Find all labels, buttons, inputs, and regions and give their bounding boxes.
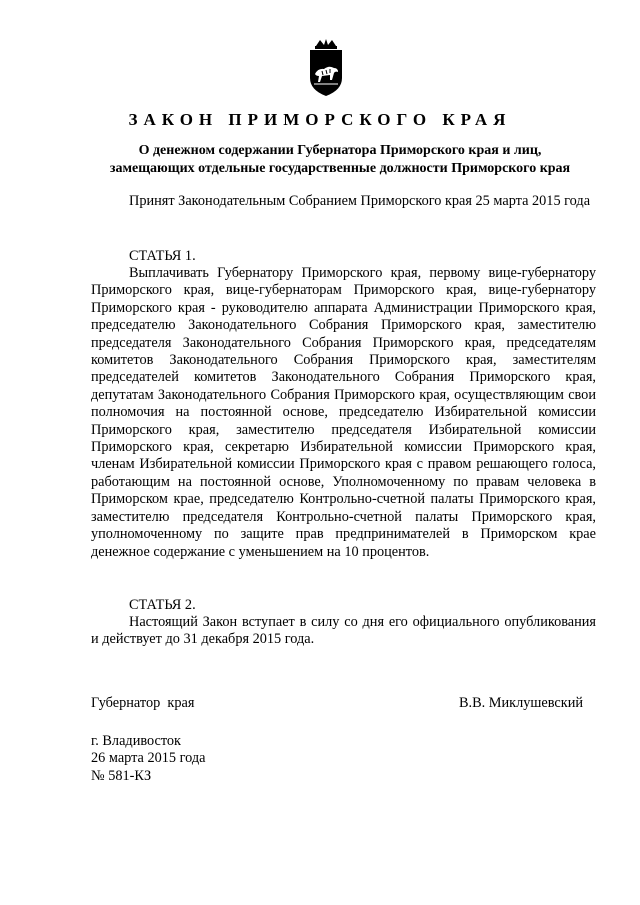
article-2-heading: СТАТЬЯ 2. xyxy=(129,597,196,613)
signature-position: Губернатор края xyxy=(91,695,195,711)
law-number: № 581-КЗ xyxy=(91,767,152,784)
article-1-paragraph xyxy=(91,265,596,561)
subtitle-line-1: О денежном содержании Губернатора Приморского края и лиц, xyxy=(138,143,542,158)
law-subtitle xyxy=(80,142,600,178)
date: 26 марта 2015 года xyxy=(91,750,206,767)
law-title: ЗАКОН ПРИМОРСКОГО КРАЯ xyxy=(128,110,512,129)
subtitle-line-2: замещающих отдельные государственные должности Приморского края xyxy=(109,161,571,176)
article-1-text: Выплачивать Губернатору Приморского края, первому вице-губернатору Приморского края, вице-губернаторам Приморского края, вице-губернатору Приморского края - руководителю аппарата Администрации Приморского края, председателю Законодательного Собрания Приморского края, заместителю председателя Законодательного Собрания Приморского края, председателям комитетов Законодательного Собрания Приморского края, заместителям председателей комитетов Законодательного Собрания Приморского края, депутатам Законодательного Собрания Приморского края, осуществляющим свои полномочия на постоянной основе, председателю Избирательной комиссии Приморского края, заместителю председателя Избирательной комиссии Приморского края, секретарю Избирательной комиссии Приморского края, членам Избирательной комиссии Приморского края с правом решающего голоса, работающим на постоянной основе, Уполномоченному по правам человека в Приморском крае, председателю Контрольно-счетной палаты Приморского края, заместителю председателя Контрольно-счетной палаты Приморского края, уполномоченному по защите прав предпринимателей в Приморском крае денежное содержание с уменьшением на 10 процентов. xyxy=(91,265,596,560)
article-2-paragraph xyxy=(91,614,596,649)
place-date-block xyxy=(91,733,206,785)
article-1-heading: СТАТЬЯ 1. xyxy=(129,248,196,264)
adoption-paragraph xyxy=(91,193,596,210)
adoption-text: Принят Законодательным Собранием Приморского края 25 марта 2015 года xyxy=(129,193,591,209)
city: г. Владивосток xyxy=(91,733,181,749)
article-2-text: Настоящий Закон вступает в силу со дня его официального опубликования и действует до 31 декабря 2015 года. xyxy=(91,614,596,648)
coat-of-arms-icon xyxy=(302,38,350,98)
signature-name: В.В. Миклушевский xyxy=(459,695,584,711)
